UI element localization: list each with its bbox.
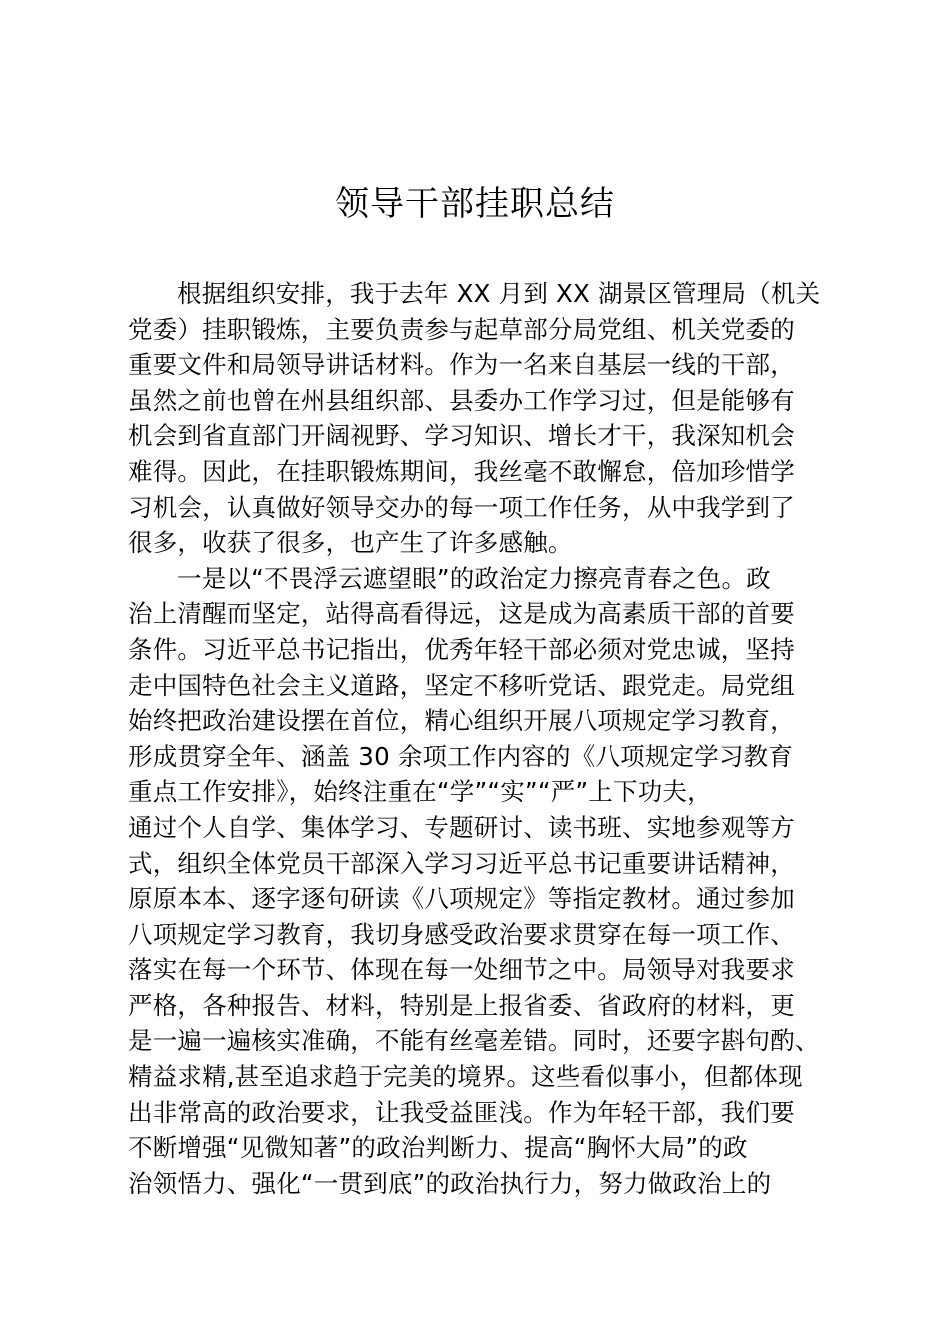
paragraph-line: 很多，收获了很多，也产生了许多感触。 [128,528,573,558]
paragraph-line: 重点工作安排》，始终注重在“学”“实”“严”上下功夫， [128,777,712,807]
paragraph-line: 八项规定学习教育，我切身感受政治要求贯穿在每一项工作、 [128,919,795,949]
paragraph-line: 始终把政治建设摆在首位，精心组织开展八项规定学习教育， [128,706,795,736]
paragraph-line: 通过个人自学、集体学习、专题研讨、读书班、实地参观等方 [128,812,795,842]
paragraph-line: 形成贯穿全年、涵盖 30 余项工作内容的《八项规定学习教育 [128,741,794,771]
document-title: 领导干部挂职总结 [335,184,615,224]
paragraph-line: 党委）挂职锻炼，主要负责参与起草部分局党组、机关党委的 [128,314,795,344]
paragraph-line: 出非常高的政治要求，让我受益匪浅。作为年轻干部，我们要 [128,1097,795,1127]
paragraph-line: 虽然之前也曾在州县组织部、县委办工作学习过，但是能够有 [128,385,795,415]
paragraph-line: 习机会，认真做好领导交办的每一项工作任务，从中我学到了 [128,492,795,522]
paragraph-line: 治领悟力、强化“一贯到底”的政治执行力，努力做政治上的 [128,1168,772,1198]
paragraph-line: 重要文件和局领导讲话材料。作为一名来自基层一线的干部， [128,350,795,380]
paragraph-line: 是一遍一遍核实准确，不能有丝毫差错。同时，还要字斟句酌、 [128,1026,820,1056]
paragraph-line: 严格，各种报告、材料，特别是上报省委、省政府的材料，更 [128,990,795,1020]
paragraph-line: 根据组织安排，我于去年 XX 月到 XX 湖景区管理局（机关 [177,279,821,308]
paragraph-line: 难得。因此，在挂职锻炼期间，我丝毫不敢懈怠，倍加珍惜学 [128,456,795,486]
paragraph-line: 走中国特色社会主义道路，坚定不移听党话、跟党走。局党组 [128,670,795,700]
paragraph-line: 落实在每一个环节、体现在每一处细节之中。局领导对我要求 [128,955,795,985]
document-body [128,276,838,1201]
paragraph-line: 不断增强“见微知著”的政治判断力、提高“胸怀大局”的政 [128,1133,748,1163]
paragraph-line: 一是以“不畏浮云遮望眼”的政治定力擦亮青春之色。政 [177,563,771,593]
paragraph-line: 精益求精,甚至追求趋于完美的境界。这些看似事小，但都体现 [128,1062,803,1092]
paragraph-line: 机会到省直部门开阔视野、学习知识、增长才干，我深知机会 [128,421,795,451]
paragraph-line: 治上清醒而坚定，站得高看得远，这是成为高素质干部的首要 [128,599,795,629]
paragraph-line: 原原本本、逐字逐句研读《八项规定》等指定教材。通过参加 [128,884,795,914]
paragraph-line: 式，组织全体党员干部深入学习习近平总书记重要讲话精神， [128,848,795,878]
paragraph-line: 条件。习近平总书记指出，优秀年轻干部必须对党忠诚，坚持 [128,634,795,664]
